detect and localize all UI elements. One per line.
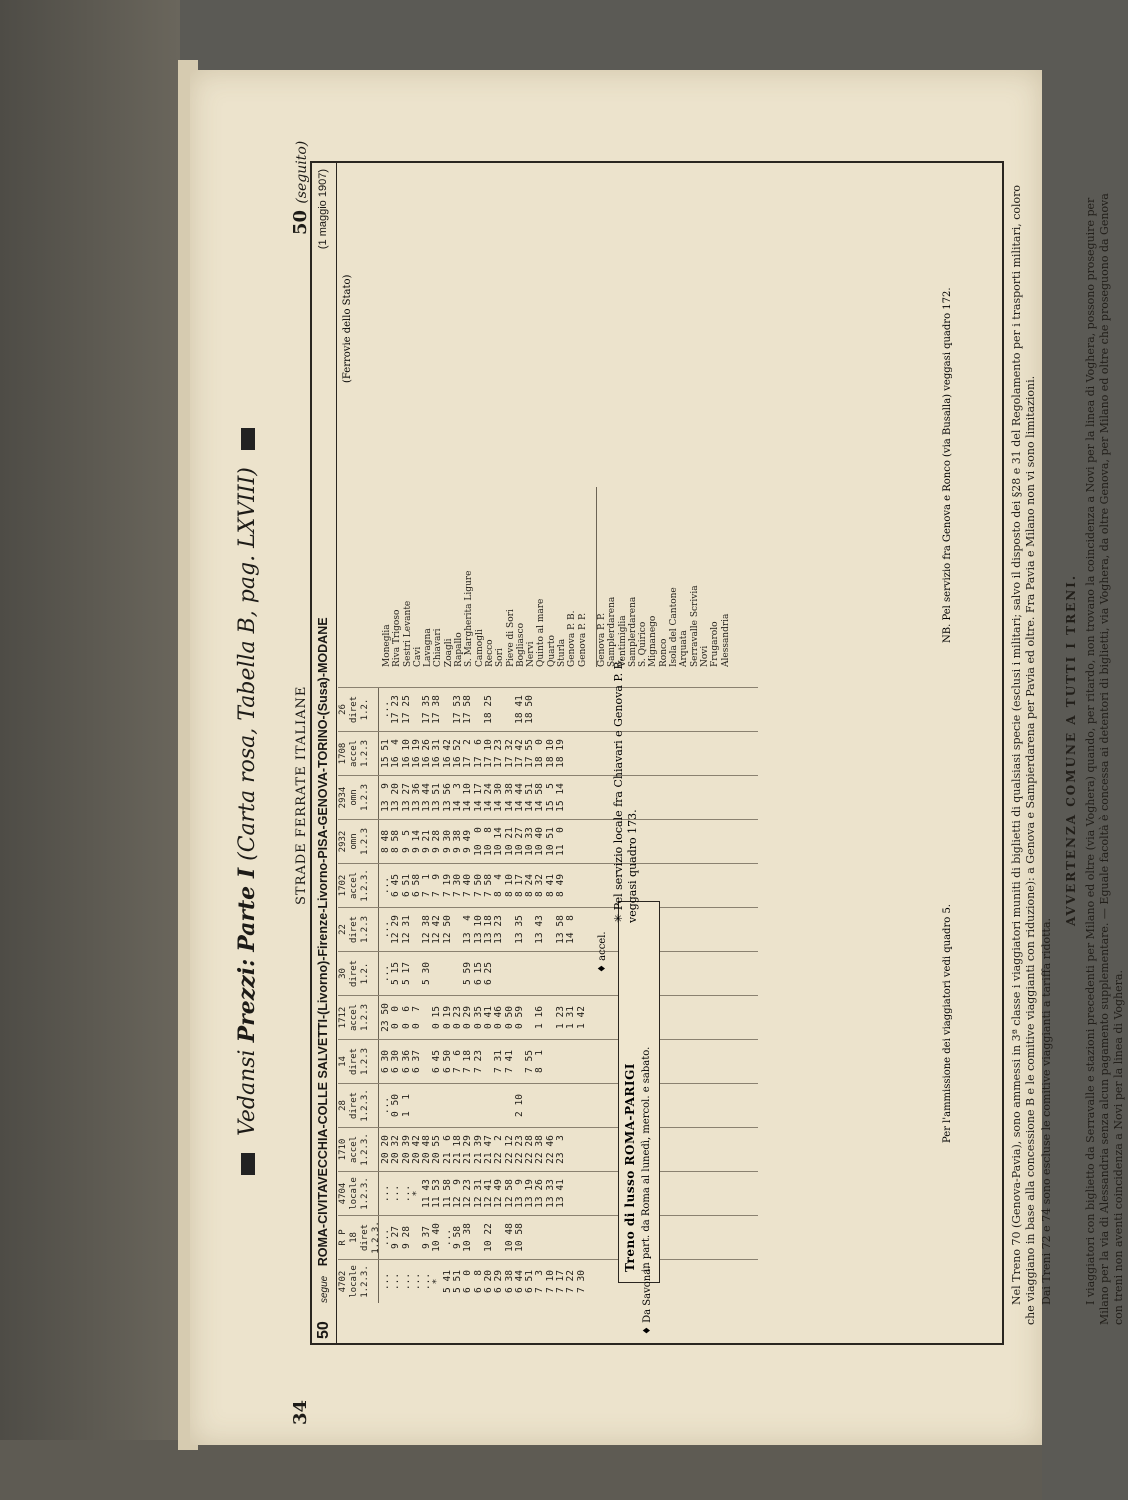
train-column-times: ... 6 45 6 51 6 58 7 1 7 9 7 19 7 30 7 40 7 50 7 58 8 4 8 10 8 17 8 24 8 32 8 41 8 49 (380, 874, 567, 897)
train-column-head: 2932 omn 1.2.3 (338, 820, 379, 863)
vedansi-label: Vedansi (235, 1049, 260, 1136)
effective-date: (1 maggio 1907) (317, 169, 329, 250)
page-number-value: 50 (290, 209, 311, 235)
train-column-head: 26 diret 1.2. (338, 688, 379, 731)
station-name: Mignanego (648, 615, 659, 667)
train-column-head: 1710 accel 1.2.3. (338, 1128, 379, 1171)
table-number: 50 (315, 1321, 332, 1339)
train-column-times: 8 48 8 58 9 5 9 14 9 21 9 28 9 30 9 38 9 49 10 0 10 8 10 14 10 21 10 27 10 33 10 40 10 51 11 0 (380, 827, 567, 856)
train-column-head: 4704 locale 1.2.3. (338, 1172, 379, 1215)
ferrovie-note: (Ferrovie dello Stato) (342, 274, 353, 383)
timetable-box (310, 161, 1004, 1345)
treno70-note: Nel Treno 70 (Genova-Pavia), sono ammessi in 3ª classe i viaggiatori muniti di biglietti di qualsiasi specie (esclusi i militari; salvo il disposto dei §28 e 31 del Regolamento per i trasporti militari, coloro che viaggiano in base alla concessione B e le comitive viaggianti con riduzione): a Genova e Sampierdarena per Pavia ed oltre. Fra Pavia e Milano non vi sono limitazioni. (1010, 184, 1037, 1325)
station-name: Cavi (412, 646, 423, 667)
station-name: Quarto (546, 635, 557, 667)
station-name: Frugarolo (710, 621, 721, 667)
seguito-label: (seguito) (294, 140, 310, 204)
train-column-head: 1712 accel 1.2.3 (338, 996, 379, 1039)
train-column-times: ... 17 23 17 25 17 35 17 38 17 53 17 58 18 25 18 41 18 50 (380, 695, 536, 724)
prezzi-label: Prezzi: (234, 958, 260, 1043)
lusso-note-box (618, 901, 660, 1283)
train-column-head: 1708 accel 1.2.3 (338, 732, 379, 775)
station-name: Quinto al mare (536, 598, 547, 667)
station-name: Moneglia (382, 624, 392, 667)
route-title (316, 617, 330, 1303)
running-title: STRADE FERRATE ITALIANE (294, 685, 309, 905)
station-name: Nervi (526, 641, 537, 667)
station-name: Ronco (658, 638, 669, 667)
station-name: Isola del Cantone (669, 587, 680, 667)
station-name: Riva Trigoso (392, 609, 403, 667)
station-name: Ventimiglia (617, 615, 628, 667)
notes-area (612, 723, 832, 1283)
train-column-head: 2934 omn 1.2.3 (338, 776, 379, 819)
savona-note: ♦ Da Savona. (642, 1265, 653, 1335)
station-name: S. Margherita Ligure (464, 570, 475, 667)
accel-note: ♦ accel. (597, 931, 608, 973)
avvertenza-title: AVVERTENZA COMUNE A TUTTI I TRENI. (1064, 574, 1078, 927)
page-number (290, 141, 311, 235)
station-name: Sori (495, 648, 506, 667)
station-name: Sestri Levante (402, 600, 413, 667)
train-column-head: 22 diret 1.2.3 (338, 908, 379, 951)
station-name: Camogli (474, 629, 485, 667)
train-column-head: 4702 locale 1.2.3. (338, 1260, 379, 1303)
station-name: Novi (699, 645, 710, 667)
train-column-times: ... 12 29 12 31 12 38 12 42 12 50 13 4 13 10 13 18 13 23 13 35 13 43 13 58 14 8 (380, 915, 577, 944)
treni72-note: Dai Treni 72 e 74 sono escluse le comitive viaggianti a tariffa ridotta. (1040, 917, 1053, 1305)
page-bottom-number: 34 (290, 1399, 311, 1425)
station-name: Samplerdarena (607, 596, 618, 667)
train-column-times: ... 5 15 5 17 5 30 5 59 6 15 6 25 (380, 962, 494, 985)
page-header (190, 70, 320, 1445)
ammissione-note: Per l'ammissione dei viaggiatori vedi quadro 5. (942, 904, 953, 1143)
route-title-bar (312, 163, 337, 1343)
train-column-head: R P 18 diret 1.2.3. (338, 1216, 379, 1259)
parte-label: Parte I (234, 867, 260, 952)
lusso-subtitle: in part. da Roma al lunedì, mercol. e sabato. (641, 1046, 652, 1272)
train-column-head: 14 diret 1.2.3 (338, 1040, 379, 1083)
station-name: S. Quirico (638, 621, 649, 667)
background-left (0, 0, 180, 1500)
train-column-times: ... ... ... ... ... * 5 41 5 51 6 0 6 8 6 20 6 29 6 38 6 44 6 51 7 3 7 10 7 17 7 22 7 30 (380, 1270, 587, 1293)
station-name: Lavagna (423, 628, 434, 667)
station-name: Samplerdarena (627, 596, 638, 667)
station-name: Arquata (679, 630, 690, 667)
train-column-times: 20 20 20 32 20 39 20 42 20 48 20 55 21 6 21 18 21 29 21 39 21 47 22 2 22 12 22 23 22 28 22 38 22 46 23 3 (380, 1135, 567, 1164)
train-column-head: 28 diret 1.2.3. (338, 1084, 379, 1127)
station-name: Genova P. B. (567, 610, 578, 667)
train-column-times: 15 51 16 4 16 10 16 19 16 26 16 31 16 42 16 52 17 2 17 6 17 10 17 23 17 32 17 42 17 55 18 0 18 10 18 19 (380, 739, 567, 768)
station-name: Sturla (557, 638, 568, 667)
vedansi-line (234, 428, 260, 1175)
route-line: ROMA-CIVITAVECCHIA-COLLE SALVETTI-(Livorno)-Firenze-Livorno-PISA-GENOVA-TORINO-(Susa)-MODANE (316, 617, 330, 1267)
train-column-times: ... ... ... * 11 43 11 53 11 58 12 9 12 23 12 31 12 41 12 49 12 58 13 9 13 19 13 26 13 33 13 41 (380, 1179, 567, 1208)
train-column-times: ... 0 50 1 1 2 10 (380, 1094, 525, 1117)
station-name: Chiavari (433, 628, 444, 667)
chiavari-note: ✳ Pel servizio locale fra Chiavari e Genova P. B. veggasi quadro 173. (612, 657, 639, 923)
background-bottom (0, 1440, 1042, 1500)
rotated-content (190, 70, 1125, 1445)
train-column-times: 23 50 0 0 0 6 0 7 0 15 0 19 0 23 0 29 0 35 0 41 0 46 0 50 0 59 1 16 1 23 1 31 1 42 (380, 1003, 587, 1032)
train-column-head: 30 diret 1.2. (338, 952, 379, 995)
segue-label: segue (319, 1275, 330, 1303)
bottom-notes (1010, 175, 1128, 1325)
pointing-hand-icon-right (241, 428, 255, 450)
train-column-times: ... 9 27 9 28 9 37 10 40 ... 9 58 10 38 10 22 10 48 10 58 (380, 1223, 525, 1252)
nb-note: NB. Pel servizio fra Genova e Ronco (via Busalla) veggasi quadro 172. (942, 287, 953, 643)
station-name: Alessandria (720, 613, 731, 667)
station-list (338, 487, 738, 667)
station-name: Pieve di Sori (505, 609, 516, 667)
pointing-hand-icon (241, 1153, 255, 1175)
station-name: Genova P. P. (596, 612, 607, 667)
station-name: Genova P. P. (577, 612, 588, 667)
station-name: Serravalle Scrivia (689, 585, 700, 667)
avvertenza-text: I viaggiatori con biglietto da Serravalle e stazioni precedenti per Milano ed oltre (via Voghera) quando, per ritardo, non trovano la coincidenza a Novi per la linea di Voghera, possono proseguire per Milano per la via di Alessandria senza alcun pagamento supplementare. — Eguale facoltà è concessa ai detentori di biglietti, via Voghera, da oltre Genova, per Milano ed oltre che proseguono da Genova con treni non aventi coincidenza a Novi per la linea di Voghera. (1084, 193, 1125, 1325)
station-name: Recco (484, 639, 495, 667)
station-name: Bogliasco (515, 623, 526, 667)
train-column-head: 1702 accel 1.2.3. (338, 864, 379, 907)
train-column-times: 13 9 13 20 13 27 13 36 13 44 13 51 13 56 14 3 14 10 14 17 14 24 14 30 14 38 14 44 14 51 14 58 15 5 15 14 (380, 783, 567, 812)
timetable-page (190, 70, 1125, 1445)
station-name: Zoagli (443, 638, 454, 667)
train-column-times: 6 30 6 30 6 36 6 37 6 45 6 50 7 6 7 18 7 23 7 31 7 41 7 55 8 1 (380, 1050, 546, 1073)
lusso-title: Treno di lusso ROMA-PARIGI (623, 1063, 637, 1272)
carta-label: (Carta rosa, Tabella B, pag. LXVIII) (235, 467, 260, 861)
station-name: Rapallo (454, 632, 465, 667)
